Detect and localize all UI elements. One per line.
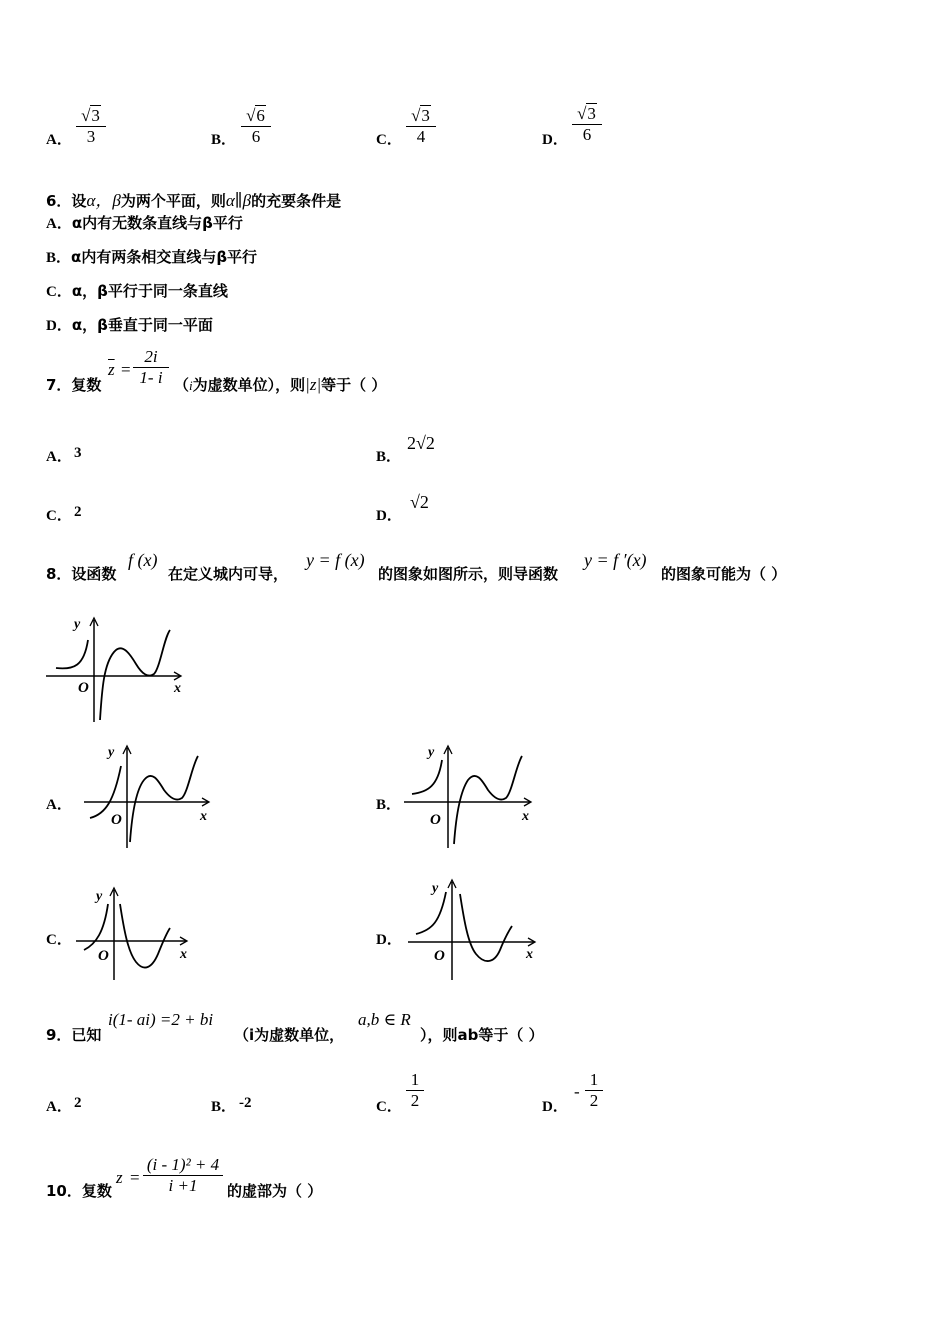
q7-paren-open: （ bbox=[174, 376, 190, 394]
q7-equals: = bbox=[121, 360, 131, 379]
q9-condition: a,b ∈ R bbox=[358, 1010, 411, 1029]
curve-right-branch bbox=[460, 894, 512, 961]
sqrt-sign: √ bbox=[577, 104, 587, 123]
q5-a-numerator: 3 bbox=[91, 106, 100, 125]
q7-stem-rest bbox=[174, 374, 386, 395]
q7-option-b-value: 2√2 bbox=[407, 433, 435, 453]
y-axis-label: y bbox=[74, 617, 81, 632]
q9-option-b-label: B． bbox=[211, 1099, 237, 1115]
q5-option-b-label: B． bbox=[211, 132, 237, 148]
q9-d-numerator: 1 bbox=[589, 1070, 599, 1089]
q7-abs-z: |z| bbox=[305, 375, 322, 394]
q6-option-b-text: α内有两条相交直线与β平行 bbox=[71, 248, 258, 266]
q10-denominator: i +1 bbox=[168, 1176, 198, 1195]
curve-right-branch bbox=[130, 756, 198, 842]
curve-left-branch bbox=[412, 760, 442, 794]
y-axis-label: y bbox=[96, 889, 103, 904]
origin-label: O bbox=[98, 948, 109, 964]
q8-option-d-graph bbox=[406, 870, 546, 984]
x-axis-label: x bbox=[180, 947, 187, 962]
q6-stem-suffix: 的充要条件是 bbox=[251, 192, 342, 210]
q8-stem-suffix: 的图象可能为（ ） bbox=[661, 565, 787, 583]
q7-stem-suffix: 等于（ ） bbox=[321, 376, 387, 394]
curve-left-branch bbox=[416, 892, 446, 934]
q10-z: z bbox=[116, 1168, 123, 1187]
q6-option-b-label: B． bbox=[46, 250, 72, 266]
origin-label: O bbox=[78, 680, 89, 696]
curve-right-branch bbox=[100, 630, 170, 720]
q6-stem bbox=[46, 186, 341, 211]
curve-right-branch bbox=[120, 904, 170, 968]
q9-option-d-fraction bbox=[585, 1070, 603, 1111]
curve-left-branch bbox=[56, 640, 88, 668]
q6-stem-prefix: 6．设 bbox=[46, 192, 87, 210]
sqrt-sign: √ bbox=[411, 106, 421, 125]
q9-stem-suffix: ），则ab等于（ ） bbox=[420, 1026, 544, 1044]
q5-b-numerator: 6 bbox=[256, 106, 265, 125]
q5-option-a-label: A． bbox=[46, 132, 72, 148]
q7-option-d-label: D． bbox=[376, 508, 402, 524]
q7-option-a-value: 3 bbox=[74, 445, 82, 461]
q9-option-d-label: D． bbox=[542, 1099, 568, 1115]
q5-b-denominator: 6 bbox=[251, 127, 261, 146]
x-axis-label: x bbox=[200, 809, 207, 824]
q8-stem-mid2: 的图象如图所示，则导函数 bbox=[378, 565, 559, 583]
curve-left-branch bbox=[90, 766, 121, 818]
q7-stem-prefix: 7．复数 bbox=[46, 376, 102, 394]
sqrt-sign: √ bbox=[246, 106, 256, 125]
q5-a-denominator: 3 bbox=[86, 127, 96, 146]
q7-fraction bbox=[133, 347, 169, 388]
q5-option-b-fraction bbox=[241, 106, 271, 147]
x-axis-label: x bbox=[522, 809, 529, 824]
q10-numerator: (i - 1)² + 4 bbox=[146, 1155, 220, 1174]
q7-option-c-label: C． bbox=[46, 508, 72, 524]
q6-stem-mid: 为两个平面，则 bbox=[120, 192, 226, 210]
q6-option-d-text: α，β垂直于同一平面 bbox=[71, 316, 213, 334]
q5-option-c-label: C． bbox=[376, 132, 402, 148]
x-axis-label: x bbox=[174, 681, 181, 696]
q10-equals: = bbox=[130, 1168, 140, 1187]
q6-option-c bbox=[46, 280, 228, 301]
y-axis-label: y bbox=[108, 745, 115, 760]
q9-option-a-value: 2 bbox=[74, 1095, 82, 1111]
sqrt-sign: √ bbox=[81, 106, 91, 125]
q7-i-var: i bbox=[189, 378, 193, 393]
q9-option-c-fraction bbox=[406, 1070, 424, 1111]
q7-numerator: 2i bbox=[144, 347, 158, 366]
q7-zbar: $\overline{z}$ bbox=[108, 360, 115, 379]
q9-c-denominator: 2 bbox=[410, 1091, 420, 1110]
q6-option-a bbox=[46, 212, 243, 233]
q7-option-c-value: 2 bbox=[74, 504, 82, 520]
origin-label: O bbox=[430, 812, 441, 828]
q7-option-d-value: √2 bbox=[410, 492, 429, 512]
q6-condition: α∥β bbox=[225, 191, 252, 210]
q8-stem-prefix: 8．设函数 bbox=[46, 565, 117, 583]
q8-option-a-graph bbox=[82, 736, 222, 852]
curve-right-branch bbox=[454, 756, 522, 844]
q8-option-b-graph bbox=[402, 736, 542, 852]
q9-option-c-label: C． bbox=[376, 1099, 402, 1115]
q9-stem-prefix: 9．已知 bbox=[46, 1026, 102, 1044]
x-axis-label: x bbox=[526, 947, 533, 962]
q9-option-d-sign: - bbox=[574, 1082, 580, 1101]
q8-yfpx: y = f ′(x) bbox=[584, 550, 647, 570]
q6-vars: α，β bbox=[86, 191, 121, 210]
q9-paren-text: （i为虚数单位， bbox=[234, 1026, 345, 1044]
q9-c-numerator: 1 bbox=[410, 1070, 420, 1089]
origin-label: O bbox=[111, 812, 122, 828]
origin-label: O bbox=[434, 948, 445, 964]
q6-option-b bbox=[46, 246, 257, 267]
q7-option-a-label: A． bbox=[46, 449, 72, 465]
q5-c-numerator: 3 bbox=[421, 106, 430, 125]
q6-option-a-label: A． bbox=[46, 216, 72, 232]
q6-option-d bbox=[46, 314, 213, 335]
q5-d-denominator: 6 bbox=[582, 125, 592, 144]
q5-option-d-label: D． bbox=[542, 132, 568, 148]
q9-equation: i(1- ai) =2 + bi bbox=[108, 1010, 214, 1029]
q7-unit-text: 为虚数单位），则 bbox=[192, 376, 306, 394]
q5-option-a-fraction bbox=[76, 106, 106, 147]
curve-left-branch bbox=[84, 904, 108, 950]
y-axis-label: y bbox=[432, 881, 439, 896]
q5-option-d-fraction bbox=[572, 104, 602, 145]
q5-c-denominator: 4 bbox=[416, 127, 426, 146]
q8-option-d-label: D． bbox=[376, 932, 402, 948]
q6-option-a-text: α内有无数条直线与β平行 bbox=[71, 214, 243, 232]
q6-option-c-text: α，β平行于同一条直线 bbox=[71, 282, 228, 300]
q6-option-d-label: D． bbox=[46, 318, 72, 334]
q9-option-b-value: -2 bbox=[239, 1095, 252, 1111]
q8-main-graph bbox=[44, 608, 194, 726]
q8-fx: f (x) bbox=[128, 550, 158, 570]
q10-stem-prefix: 10．复数 bbox=[46, 1182, 112, 1200]
q7-denominator: 1- i bbox=[139, 368, 163, 387]
q5-option-c-fraction bbox=[406, 106, 436, 147]
q8-option-c-label: C． bbox=[46, 932, 72, 948]
q5-d-numerator: 3 bbox=[587, 104, 596, 123]
q10-fraction bbox=[143, 1155, 223, 1196]
q7-option-b-label: B． bbox=[376, 449, 402, 465]
q9-d-denominator: 2 bbox=[589, 1091, 599, 1110]
q8-stem-mid1: 在定义城内可导， bbox=[168, 565, 289, 583]
q6-option-c-label: C． bbox=[46, 284, 72, 300]
q8-yfx: y = f (x) bbox=[306, 550, 365, 570]
q8-option-b-label: B． bbox=[376, 797, 402, 813]
q8-option-c-graph bbox=[74, 878, 204, 984]
y-axis-label: y bbox=[428, 745, 435, 760]
q8-option-a-label: A． bbox=[46, 797, 72, 813]
q10-stem-suffix: 的虚部为（ ） bbox=[227, 1182, 323, 1200]
q9-option-a-label: A． bbox=[46, 1099, 72, 1115]
